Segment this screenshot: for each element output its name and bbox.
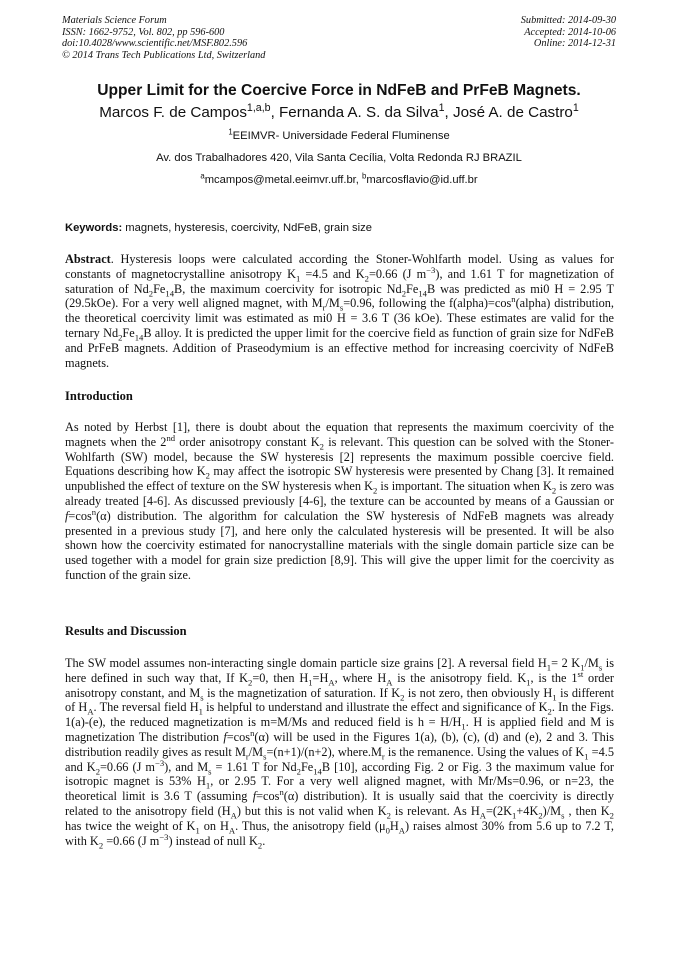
- section-heading-introduction: Introduction: [65, 389, 133, 403]
- text-run: = 2 K: [551, 656, 581, 670]
- text-run: B alloy. It is predicted the upper limit for the coercive field as function of grain size for NdFeB and PrFeB magnets. Addition of Praseodymium is an effective method for increasing coercivity of NdFeB magnets.: [65, 325, 614, 370]
- superscript: n: [250, 727, 255, 738]
- subscript: 2: [547, 706, 552, 717]
- subscript: 2: [372, 485, 378, 496]
- superscript: nd: [166, 432, 176, 443]
- subscript: A: [479, 810, 486, 821]
- text-run: is relevant. This question can be solved with the Stoner-Wohlfarth (SW) model, because the SW hysteresis [2] represents the maximum possible coercive field. Equations describing how K: [65, 434, 614, 479]
- superscript: −3: [155, 757, 165, 768]
- text-run: is the anisotropy field. K: [392, 670, 527, 685]
- text-run: =0.66 (J m: [100, 759, 155, 774]
- text-run: Fe: [153, 281, 166, 296]
- subscript: 2: [364, 273, 369, 284]
- subscript: 2: [118, 332, 123, 343]
- copyright-line: © 2014 Trans Tech Publications Ltd, Switzerland: [62, 49, 266, 61]
- subscript: 1: [546, 662, 552, 673]
- text-run: is not zero, then obviously H: [404, 685, 553, 700]
- author-list: [40, 101, 638, 121]
- email-mark: a: [200, 171, 205, 181]
- subscript: s: [561, 810, 565, 821]
- subscript: 0: [385, 825, 390, 836]
- subscript: 2: [248, 677, 253, 688]
- subscript: 2: [205, 470, 210, 481]
- doi-line: doi:10.4028/www.scientific.net/MSF.802.596: [62, 38, 248, 50]
- text-run: is zero was already treated [4-6]. As discussed previously [4-6], the texture can be accounted by means of a Gaussian or: [65, 479, 614, 508]
- subscript: 1: [195, 825, 200, 836]
- affiliation-address: Av. dos Trabalhadores 420, Vila Santa Cecília, Volta Redonda RJ BRAZIL: [156, 152, 522, 164]
- abstract-paragraph: [65, 252, 614, 370]
- subscript: s: [263, 751, 267, 762]
- text-run: B, the maximum coercivity for isotropic Nd: [174, 281, 402, 296]
- text-run: (α) distribution. The algorithm for calculation the SW hysteresis of NdFeB magnets was already presented in a previous study [7], and here only the calculated hysteresis will be presented. It will be also shown how the coercivity estimated for nanocrystalline materials with the single domain particle size can be used together with a model for grain size prediction [8,9]. This will give the upper limit for the coercivity as function of the grain size.: [65, 508, 614, 582]
- subscript: 2: [400, 692, 405, 703]
- text-run: is important. The situation when K: [377, 479, 552, 494]
- text-run: )/M: [542, 803, 562, 818]
- text-run: . The reversal field H: [93, 700, 199, 715]
- italic-f: f: [252, 789, 257, 804]
- text-run: =0, then H: [252, 670, 309, 685]
- text-run: +4K: [516, 803, 539, 818]
- text-run: ) but this is not valid when K: [236, 803, 387, 818]
- email-link[interactable]: mcampos@metal.eeimvr.uff.br,: [204, 174, 362, 186]
- results-paragraph: [65, 656, 614, 851]
- superscript: −3: [159, 831, 169, 842]
- author-name: Marcos F. de Campos: [99, 104, 247, 121]
- keywords-line: [65, 222, 615, 234]
- subscript: 1: [308, 677, 313, 688]
- text-run: .: [262, 833, 266, 848]
- subscript: 2: [538, 810, 543, 821]
- author-emails: [40, 171, 638, 186]
- superscript: −3: [426, 264, 436, 275]
- subscript: A: [228, 825, 236, 836]
- text-run: ), and 1.61 T for magnetization of saturation of Nd: [65, 266, 614, 296]
- text-run: ) instead of null K: [168, 833, 258, 848]
- issn-line: ISSN: 1662-9752, Vol. 802, pp 596-600: [62, 26, 225, 38]
- text-run: is the remanence. Using the values of K: [384, 744, 585, 759]
- text-run: =cos: [226, 729, 251, 744]
- subscript: 2: [609, 810, 614, 821]
- text-run: is relevant. As H: [390, 803, 480, 818]
- text-run: =4.5 and K: [65, 744, 614, 774]
- superscript: n: [279, 787, 284, 798]
- subscript: 1: [552, 692, 557, 703]
- text-run: . H is applied field and M is magnetization The distribution: [65, 715, 614, 744]
- text-run: =cos: [68, 508, 92, 523]
- text-run: =(n+1)/(n+2), where.M: [266, 744, 382, 759]
- text-run: /M: [325, 296, 340, 311]
- paper-title: Upper Limit for the Coercive Force in NdFeB and PrFeB Magnets.: [97, 82, 581, 99]
- text-run: , is the 1: [530, 670, 578, 685]
- author-name: José A. de Castro: [452, 104, 573, 121]
- subscript: 2: [386, 810, 391, 821]
- text-run: . In the Figs. 1(a)-(e), the reduced magnetization is m=M/Ms and reduced field is h = H/H: [65, 700, 614, 730]
- subscript: s: [598, 662, 603, 673]
- subscript: 1: [461, 721, 466, 732]
- subscript: 2: [148, 288, 154, 299]
- text-run: (α) will be used in the Figures 1(a), (b), (c), (d) and (e), 2 and 3. This distribution readily gives as result M: [65, 729, 614, 759]
- author-sep: ,: [270, 104, 280, 121]
- superscript: n: [511, 294, 516, 305]
- section-heading-results: Results and Discussion: [65, 624, 187, 638]
- text-run: . Thus, the anisotropy field (μ: [235, 818, 386, 833]
- subscript: A: [230, 810, 237, 821]
- subscript: 14: [313, 766, 322, 777]
- subscript: 2: [98, 840, 104, 851]
- keywords-label: Keywords:: [65, 222, 123, 234]
- italic-f: f: [65, 508, 69, 523]
- affil-mark: 1: [228, 127, 233, 137]
- text-run: Fe: [300, 759, 314, 774]
- subscript: 2: [257, 840, 263, 851]
- subscript: 1: [584, 751, 589, 762]
- text-run: on H: [199, 818, 229, 833]
- subscript: 14: [418, 288, 427, 299]
- text-run: The SW model assumes non-interacting single domain particle size grains [2]. A reversal field H: [65, 656, 547, 670]
- institution-name: EEIMVR- Universidade Federal Fluminense: [232, 130, 450, 142]
- text-run: is different of H: [65, 685, 614, 715]
- subscript: A: [386, 677, 393, 688]
- subscript: r: [381, 751, 385, 762]
- text-run: Fe: [122, 325, 135, 340]
- text-run: order anisotropy constant K: [175, 434, 320, 449]
- submitted-date: Submitted: 2014-09-30: [520, 15, 616, 26]
- text-run: , then K: [564, 803, 610, 818]
- subscript: A: [398, 825, 405, 836]
- text-run: order anisotropy constant, and M: [65, 670, 614, 700]
- abstract-label: Abstract: [65, 252, 111, 266]
- author-affil-mark: 1: [572, 101, 579, 114]
- text-run: =0.96, following the f(alpha)=cos: [343, 296, 512, 311]
- journal-info: [62, 15, 382, 61]
- subscript: r: [322, 302, 326, 313]
- text-run: ), and M: [164, 759, 209, 774]
- subscript: A: [87, 706, 94, 717]
- text-run: (alpha) distribution, the theoretical coercivity limit was estimated as mi0 H = 3.6 T (36 kOe). These estimates are valid for the ternary Nd: [65, 296, 614, 340]
- submission-dates: [396, 15, 616, 50]
- text-run: /M: [584, 656, 599, 670]
- accepted-date: Accepted: 2014-10-06: [524, 26, 616, 38]
- keywords-text: magnets, hysteresis, coercivity, NdFeB, grain size: [122, 222, 372, 234]
- author-sep: ,: [444, 104, 453, 121]
- text-run: =H: [312, 670, 329, 685]
- subscript: s: [208, 766, 212, 777]
- subscript: 1: [198, 706, 203, 717]
- subscript: 1: [580, 662, 585, 673]
- introduction-paragraph: [65, 420, 614, 583]
- text-run: = 1.61 T for Nd: [211, 759, 297, 774]
- text-run: H: [389, 818, 399, 833]
- subscript: A: [328, 677, 335, 688]
- text-run: may affect the isotropic SW hysteresis were presented by Chang [3]. It remained unpublished the effect of texture on the SW hysteresis when K: [65, 464, 614, 494]
- subscript: 1: [526, 677, 531, 688]
- text-run: is helpful to understand and illustrate the effect and significance of K: [202, 700, 548, 715]
- subscript: r: [245, 751, 249, 762]
- subscript: 2: [296, 766, 301, 777]
- text-run: =0.66 (J m: [103, 833, 160, 848]
- superscript: st: [577, 668, 584, 679]
- text-run: B [10], according Fig. 2 or Fig. 3 the maximum value for isotropic magnet is 53% H: [65, 759, 614, 789]
- subscript: 2: [319, 441, 324, 452]
- subscript: 2: [551, 485, 557, 496]
- text-run: ) raises almost 30% from 5.6 up to 7.2 T, with K: [65, 818, 614, 848]
- text-run: =cos: [256, 789, 280, 804]
- subscript: 1: [295, 273, 301, 284]
- subscript: 14: [165, 288, 174, 299]
- text-run: is the magnetization of saturation. If K: [203, 685, 401, 700]
- subscript: 2: [401, 288, 407, 299]
- subscript: 2: [95, 766, 100, 777]
- affiliation-institution: [40, 127, 638, 142]
- subscript: s: [200, 692, 204, 703]
- text-run: is here defined in such way that, If K: [65, 656, 614, 685]
- text-run: B was predicted as mi0 H = 2.95 T (29.5kOe). For a very well aligned magnet, with M: [65, 281, 614, 311]
- journal-name: Materials Science Forum: [62, 15, 167, 26]
- email-mark: b: [362, 171, 367, 181]
- subscript: 14: [134, 332, 144, 343]
- text-run: (α) distribution). It is usually said that the coercivity is directly related to the anisotropy field (H: [65, 789, 614, 818]
- text-run: . Hysteresis loops were calculated according the Stoner-Wohlfarth model. Using as values for constants of magnetocrystalline anisotropy K: [65, 252, 614, 281]
- text-run: Fe: [406, 281, 419, 296]
- superscript: n: [91, 506, 97, 517]
- author-name: Fernanda A. S. da Silva: [279, 104, 439, 121]
- subscript: s: [339, 302, 344, 313]
- subscript: 1: [512, 810, 517, 821]
- author-affil-mark: 1: [438, 101, 445, 114]
- author-affil-mark: 1,a,b: [246, 101, 271, 114]
- text-run: =0.66 (J m: [368, 266, 427, 281]
- text-run: =4.5 and K: [300, 266, 365, 281]
- subscript: 1: [205, 780, 211, 791]
- text-run: , where H: [334, 670, 387, 685]
- italic-f: f: [223, 729, 227, 744]
- text-run: /M: [248, 744, 264, 759]
- email-link[interactable]: marcosflavio@id.uff.br: [366, 174, 478, 186]
- text-run: has twice the weight of K: [65, 818, 196, 833]
- text-run: As noted by Herbst [1], there is doubt about the equation that represents the maximum coercivity of the magnets when the 2: [65, 420, 614, 449]
- text-run: =(2K: [485, 803, 513, 818]
- online-date: Online: 2014-12-31: [533, 38, 616, 50]
- text-run: , or 2.95 T. For a very well aligned magnet, with Mr/Ms=0.96, or n=23, the theoretical limit is 3.6 T (assuming: [65, 774, 614, 804]
